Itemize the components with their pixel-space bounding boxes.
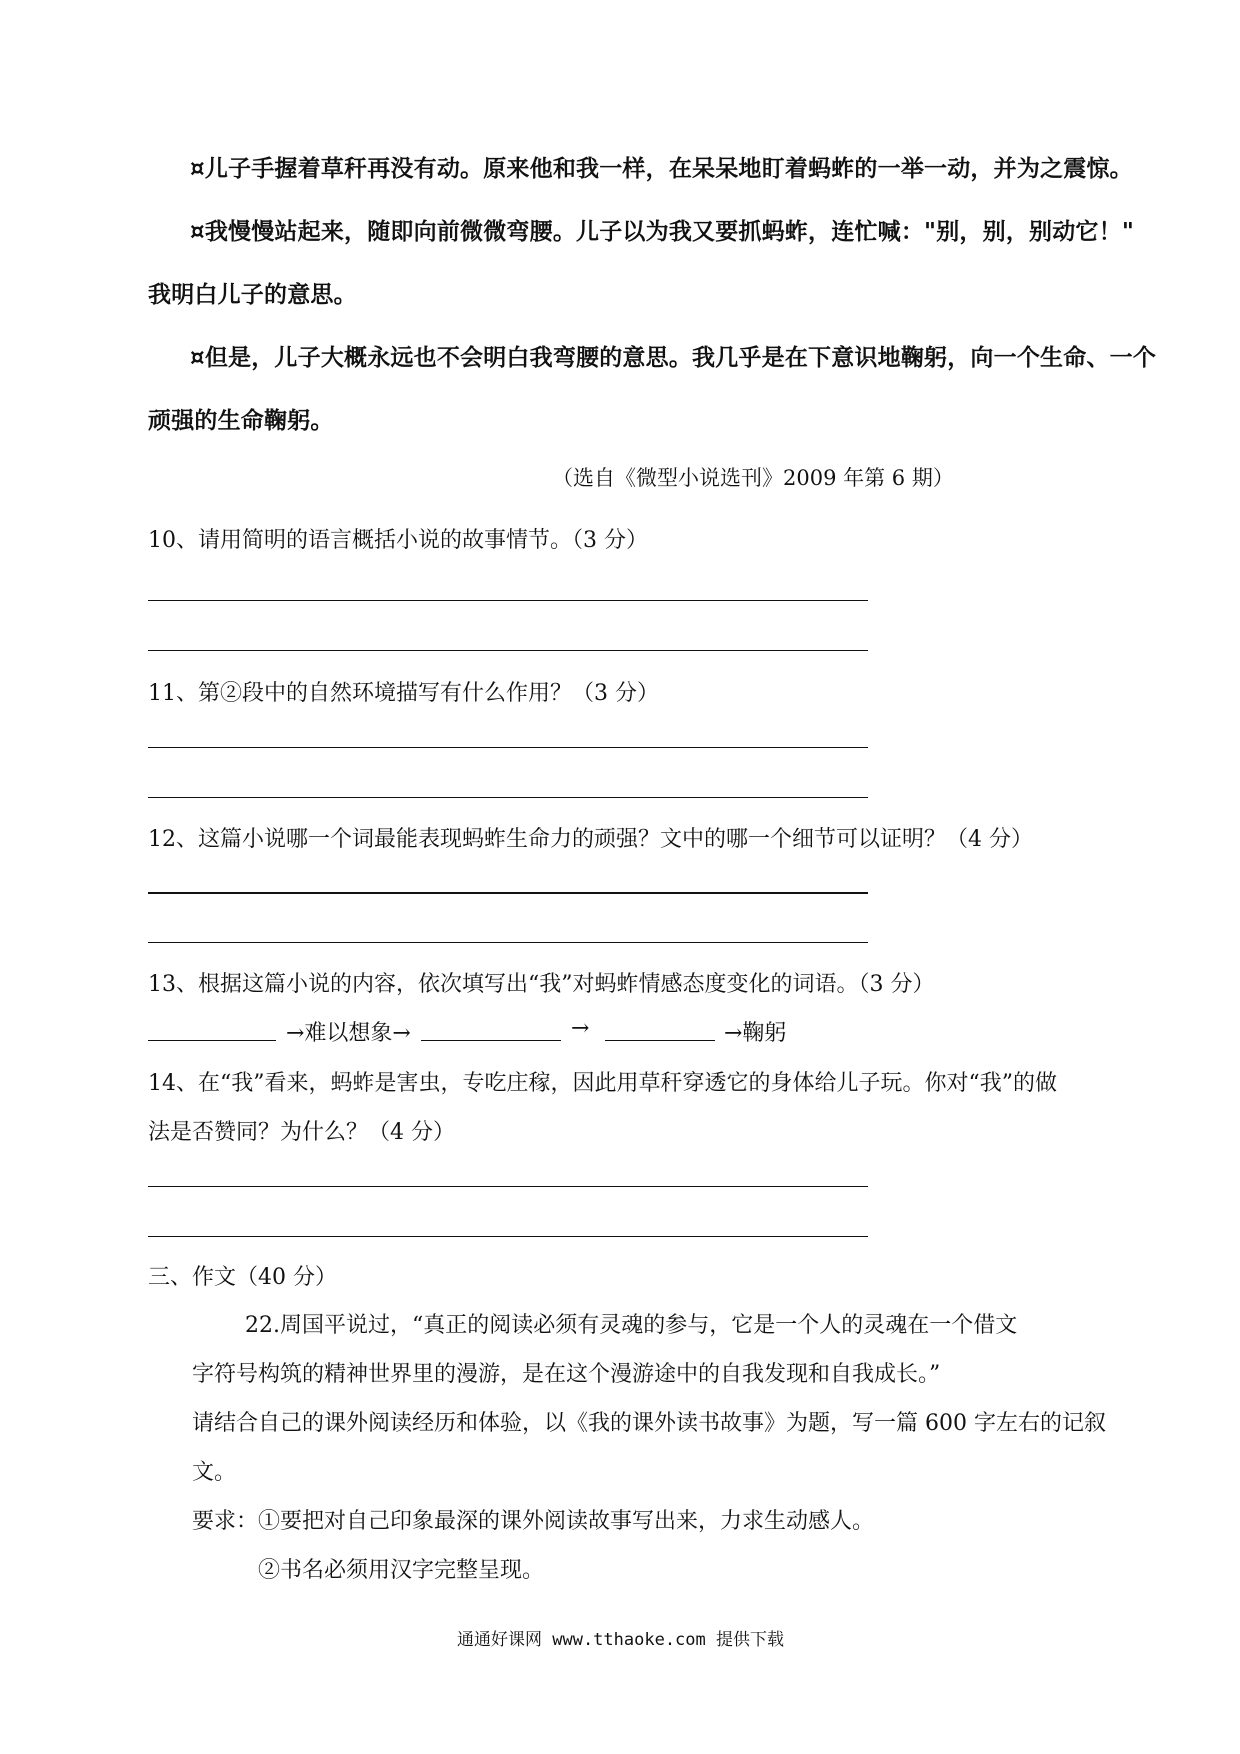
question-10: 10、请用简明的语言概括小说的故事情节。（3 分）: [148, 528, 648, 553]
answer-line[interactable]: [148, 1236, 868, 1237]
question-13: 13、根据这篇小说的内容，依次填写出“我”对蚂蚱情感态度变化的词语。（3 分）: [148, 972, 935, 997]
q13-arrow-text-1: →难以想象→: [286, 1021, 411, 1046]
composition-prompt-line-1: 22.周国平说过，“真正的阅读必须有灵魂的参与，它是一个人的灵魂在一个借文: [245, 1313, 1018, 1338]
answer-line[interactable]: [148, 600, 868, 601]
question-14-line-2: 法是否赞同？为什么？（4 分）: [148, 1120, 455, 1145]
composition-requirement-2: ②书名必须用汉字完整呈现。: [258, 1558, 545, 1583]
question-12: 12、这篇小说哪一个词最能表现蚂蚱生命力的顽强？文中的哪一个细节可以证明？（4 分）: [148, 827, 1033, 852]
composition-heading: 三、作文（40 分）: [148, 1265, 337, 1290]
story-paragraph-2-line-1: ¤我慢慢站起来，随即向前微微弯腰。儿子以为我又要抓蚂蚱，连忙喊："别，别，别动它！": [190, 219, 1134, 245]
composition-requirement-1: 要求：①要把对自己印象最深的课外阅读故事写出来，力求生动感人。: [192, 1509, 875, 1534]
fill-blank-1[interactable]: [148, 1040, 276, 1041]
answer-line[interactable]: [148, 747, 868, 748]
composition-prompt-line-3: 请结合自己的课外阅读经历和体验，以《我的课外读书故事》为题，写一篇 600 字左右的记叙: [192, 1411, 1106, 1436]
answer-line[interactable]: [148, 650, 868, 651]
q13-arrow-text-2: →: [571, 1016, 590, 1041]
composition-prompt-line-4: 文。: [192, 1460, 237, 1485]
fill-blank-2[interactable]: [421, 1040, 561, 1041]
answer-line[interactable]: [148, 797, 868, 798]
story-paragraph-2-line-2: 我明白儿子的意思。: [148, 282, 357, 308]
answer-line[interactable]: [148, 942, 868, 943]
story-paragraph-3-line-2: 顽强的生命鞠躬。: [148, 408, 334, 434]
story-paragraph-1: ¤儿子手握着草秆再没有动。原来他和我一样，在呆呆地盯着蚂蚱的一举一动，并为之震惊。: [190, 156, 1133, 182]
question-14-line-1: 14、在“我”看来，蚂蚱是害虫，专吃庄稼，因此用草秆穿透它的身体给儿子玩。你对“我”的做: [148, 1071, 1057, 1096]
answer-line[interactable]: [148, 892, 868, 894]
q13-arrow-text-3: →鞠躬: [724, 1021, 787, 1046]
question-11: 11、第②段中的自然环境描写有什么作用？（3 分）: [148, 681, 659, 706]
answer-line[interactable]: [148, 1186, 868, 1187]
composition-prompt-line-2: 字符号构筑的精神世界里的漫游，是在这个漫游途中的自我发现和自我成长。”: [192, 1362, 941, 1387]
fill-blank-3[interactable]: [605, 1040, 715, 1041]
story-source: （选自《微型小说选刊》2009 年第 6 期）: [552, 466, 954, 490]
page-footer: 通通好课网 www.tthaoke.com 提供下载: [457, 1630, 784, 1650]
story-paragraph-3-line-1: ¤但是，儿子大概永远也不会明白我弯腰的意思。我几乎是在下意识地鞠躬，向一个生命、一个: [190, 345, 1157, 371]
